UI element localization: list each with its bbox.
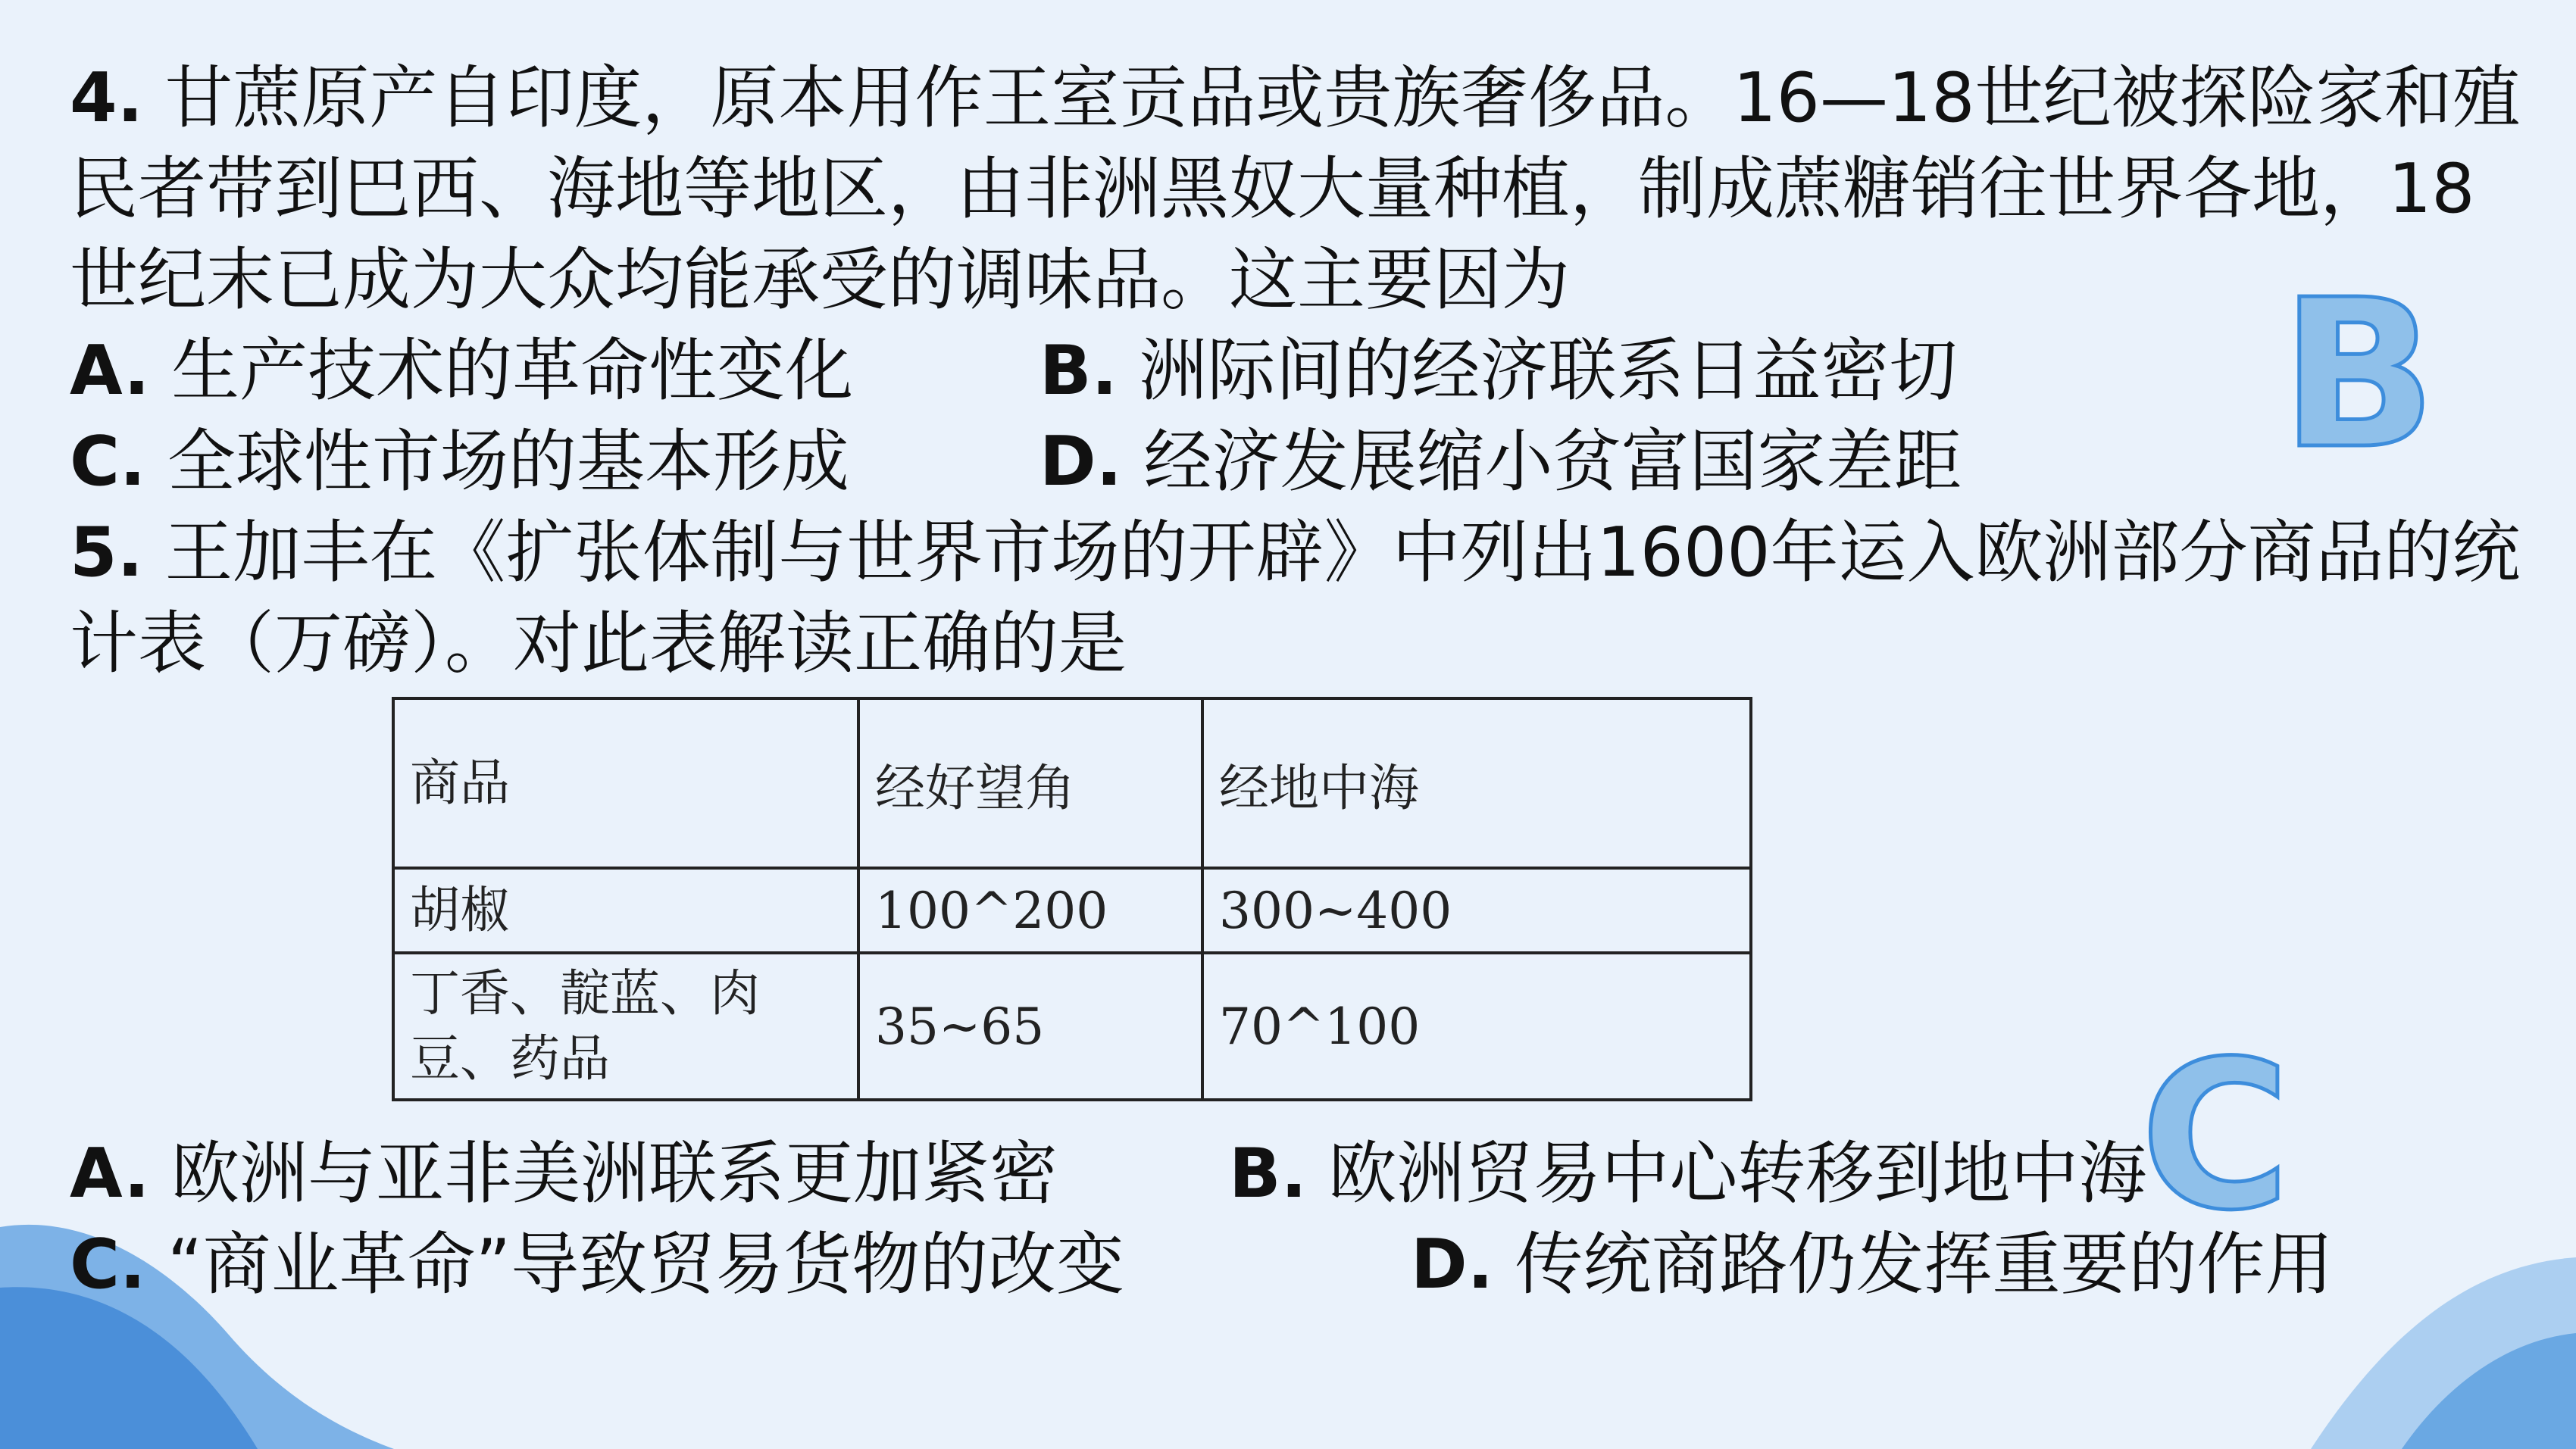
- goods-statistics-table: [392, 697, 1752, 1101]
- q5-option-c-letter: C.: [70, 1225, 146, 1304]
- table-cell: 胡椒: [393, 868, 858, 953]
- table-cell: 丁香、靛蓝、肉豆、药品: [393, 953, 858, 1100]
- q4-option-d-letter: D.: [1039, 422, 1122, 501]
- question-4-options-row-1: [70, 326, 2524, 417]
- question-5-text: 王加丰在《扩张体制与世界市场的开辟》中列出1600年运入欧洲部分商品的统计表（万磅）。对此表解读正确的是: [70, 513, 2521, 683]
- table-cell: 70^100: [1202, 953, 1751, 1100]
- q5-option-a-text: 欧洲与亚非美洲联系更加紧密: [171, 1134, 1058, 1213]
- q4-option-d[interactable]: [1039, 417, 1962, 507]
- q5-option-d-letter: D.: [1411, 1225, 1493, 1304]
- q5-option-c[interactable]: [70, 1219, 1411, 1310]
- q4-option-b-letter: B.: [1039, 331, 1118, 411]
- q4-option-c[interactable]: [70, 417, 1039, 507]
- table-cell: 300~400: [1202, 868, 1751, 953]
- table-cell: 35~65: [858, 953, 1202, 1100]
- question-content: [70, 53, 2524, 689]
- table-header-cell: 经好望角: [858, 698, 1202, 868]
- q5-option-a[interactable]: [70, 1129, 1229, 1219]
- table-header-cell: 商品: [393, 698, 858, 868]
- question-5-number: 5.: [70, 513, 143, 592]
- question-4-answer-mark: B: [2281, 255, 2437, 494]
- table-header-row: [393, 698, 1751, 868]
- q5-option-a-letter: A.: [70, 1134, 150, 1213]
- q4-option-c-text: 全球性市场的基本形成: [167, 422, 849, 501]
- q5-option-b-text: 欧洲贸易中心转移到地中海: [1328, 1134, 2147, 1213]
- question-5-stem: [70, 507, 2524, 689]
- table-row: [393, 953, 1751, 1100]
- q4-option-a[interactable]: [70, 326, 1039, 417]
- q5-option-b[interactable]: [1229, 1129, 2146, 1219]
- table-cell: 100^200: [858, 868, 1202, 953]
- question-5-answer-mark: C: [2140, 1016, 2291, 1255]
- q4-option-b-text: 洲际间的经济联系日益密切: [1139, 331, 1958, 411]
- q4-option-a-text: 生产技术的革命性变化: [171, 331, 854, 411]
- q4-option-d-text: 经济发展缩小贫富国家差距: [1143, 422, 1962, 501]
- q5-option-c-text: “商业革命”导致贸易货物的改变: [167, 1225, 1125, 1304]
- question-4-stem: [70, 53, 2524, 326]
- table-row: [393, 868, 1751, 953]
- question-4-text: 甘蔗原产自印度，原本用作王室贡品或贵族奢侈品。16—18世纪被探险家和殖民者带到巴西、海地等地区，由非洲黑奴大量种植，制成蔗糖销往世界各地，18世纪末已成为大众均能承受的调味品。这主要因为: [70, 58, 2521, 320]
- q4-option-b[interactable]: [1039, 326, 1957, 417]
- q5-option-b-letter: B.: [1229, 1134, 1307, 1213]
- question-4-options-row-2: [70, 417, 2524, 507]
- q5-option-d-text: 传统商路仍发挥重要的作用: [1515, 1225, 2334, 1304]
- table-header-cell: 经地中海: [1202, 698, 1751, 868]
- q4-option-a-letter: A.: [70, 331, 150, 411]
- q4-option-c-letter: C.: [70, 422, 146, 501]
- question-4-number: 4.: [70, 58, 143, 138]
